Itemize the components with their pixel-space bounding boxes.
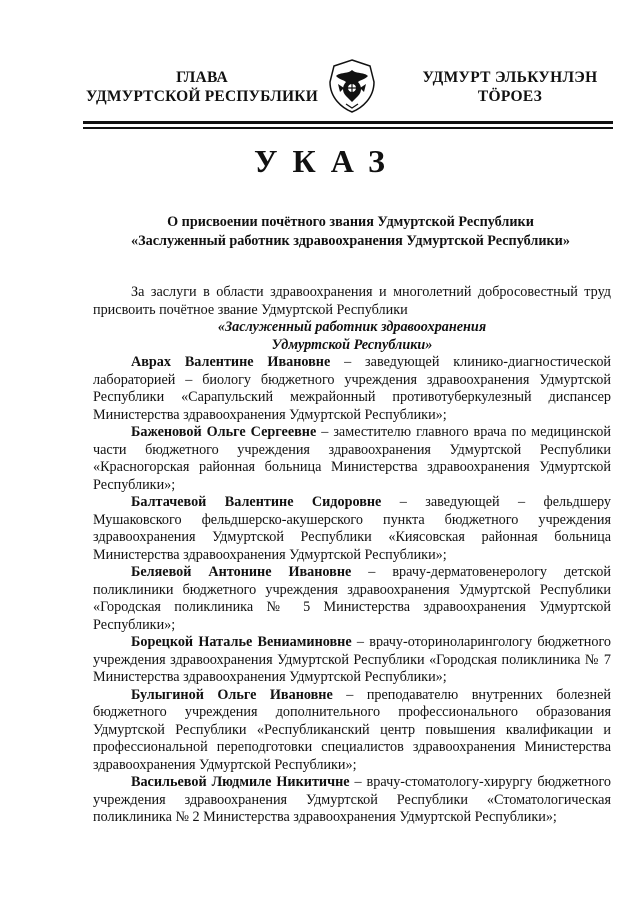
awardee-paragraph	[93, 354, 611, 424]
awardee-paragraph	[93, 564, 611, 634]
awardee-name: Беляевой Антонине Ивановне	[131, 564, 352, 580]
honorary-title-line1: «Заслуженный работник здравоохранения	[217, 319, 487, 335]
document-title: УКАЗ	[254, 143, 400, 179]
awardee-text: – врачу-стоматологу-хирургу бюджетного учреждения здравоохранения Удмуртской Республики «Стоматологическая поликлиника № 2 Министерства здравоохранения Удмуртской Республики»;	[93, 774, 612, 825]
awardee-paragraph	[93, 634, 611, 687]
header-left-line2: УДМУРТСКОЙ РЕСПУБЛИКИ	[86, 88, 318, 105]
awardee-paragraph	[93, 774, 611, 827]
awardee-name: Булыгиной Ольге Ивановне	[131, 686, 333, 703]
awardee-paragraph	[93, 424, 611, 494]
document-subject	[83, 213, 618, 251]
awardee-name: Балтачевой Валентине Сидоровне	[131, 494, 382, 510]
document-body	[93, 284, 611, 827]
awardee-paragraph	[93, 687, 611, 775]
awardee-text: – заведующей клинико-диагностической лабораторией – биологу бюджетного учреждения здравоохранения Удмуртской Республики «Сарапульский межрайонный противотуберкулезный диспансер Министерства здравоохранения Удмуртской Республики»;	[93, 354, 612, 423]
coat-of-arms-icon	[326, 58, 378, 114]
awardee-paragraph	[93, 494, 611, 564]
header-right	[405, 68, 615, 106]
awardee-name: Васильевой Людмиле Никитичне	[131, 774, 350, 790]
header-right-line1: УДМУРТ ЭЛЬКУНЛЭН	[422, 69, 598, 86]
subject-line2: «Заслуженный работник здравоохранения Удмуртской Республики»	[131, 233, 570, 249]
awardee-name: Баженовой Ольге Сергеевне	[131, 424, 317, 440]
intro-paragraph: За заслуги в области здравоохранения и многолетний добросовестный труд присвоить почётное звание Удмуртской Республики	[93, 284, 611, 318]
awardee-name: Борецкой Наталье Вениаминовне	[131, 634, 352, 650]
header-divider-thick	[83, 121, 613, 124]
awardee-text: – заместителю главного врача по медицинской части бюджетного учреждения здравоохранения Удмуртской Республики «Красногорская районная больница Министерства здравоохранения Удмуртской Республики»;	[93, 424, 611, 493]
honorary-title	[93, 319, 611, 354]
awardee-name: Аврах Валентине Ивановне	[131, 354, 331, 370]
awardee-text: – врачу-оториноларингологу бюджетного учреждения здравоохранения Удмуртской Республики «Городская поликлиника № 7 Министерства здравоохранения Удмуртской Республики»;	[93, 634, 612, 685]
header-left	[82, 68, 322, 106]
awardee-text: – преподавателю внутренних болезней бюджетного учреждения дополнительного профессионального образования Удмуртской Республики «Республиканский центр повышения квалификации и профессиональной переподготовки специалистов здравоохранения Министерства здравоохранения Удмуртской Республики»;	[93, 686, 611, 773]
honorary-title-line2: Удмуртской Республики»	[271, 336, 433, 353]
header-right-line2: ТӦРОЕЗ	[477, 88, 543, 105]
subject-line1: О присвоении почётного звания Удмуртской Республики	[167, 214, 534, 230]
header-left-line1: ГЛАВА	[176, 69, 228, 86]
header-divider-thin	[83, 127, 613, 129]
awardee-text: – заведующей – фельдшеру Мушаковского фельдшерско-акушерского пункта бюджетного учреждения здравоохранения Удмуртской Республики «Киясовская районная больница Министерства здравоохранения Удмуртской Республики»;	[93, 494, 611, 563]
awardee-text: – врачу-дерматовенерологу детской поликлиники бюджетного учреждения здравоохранения Удмуртской Республики «Городская поликлиника № 5 Министерства здравоохранения Удмуртской Республики»;	[93, 564, 611, 633]
